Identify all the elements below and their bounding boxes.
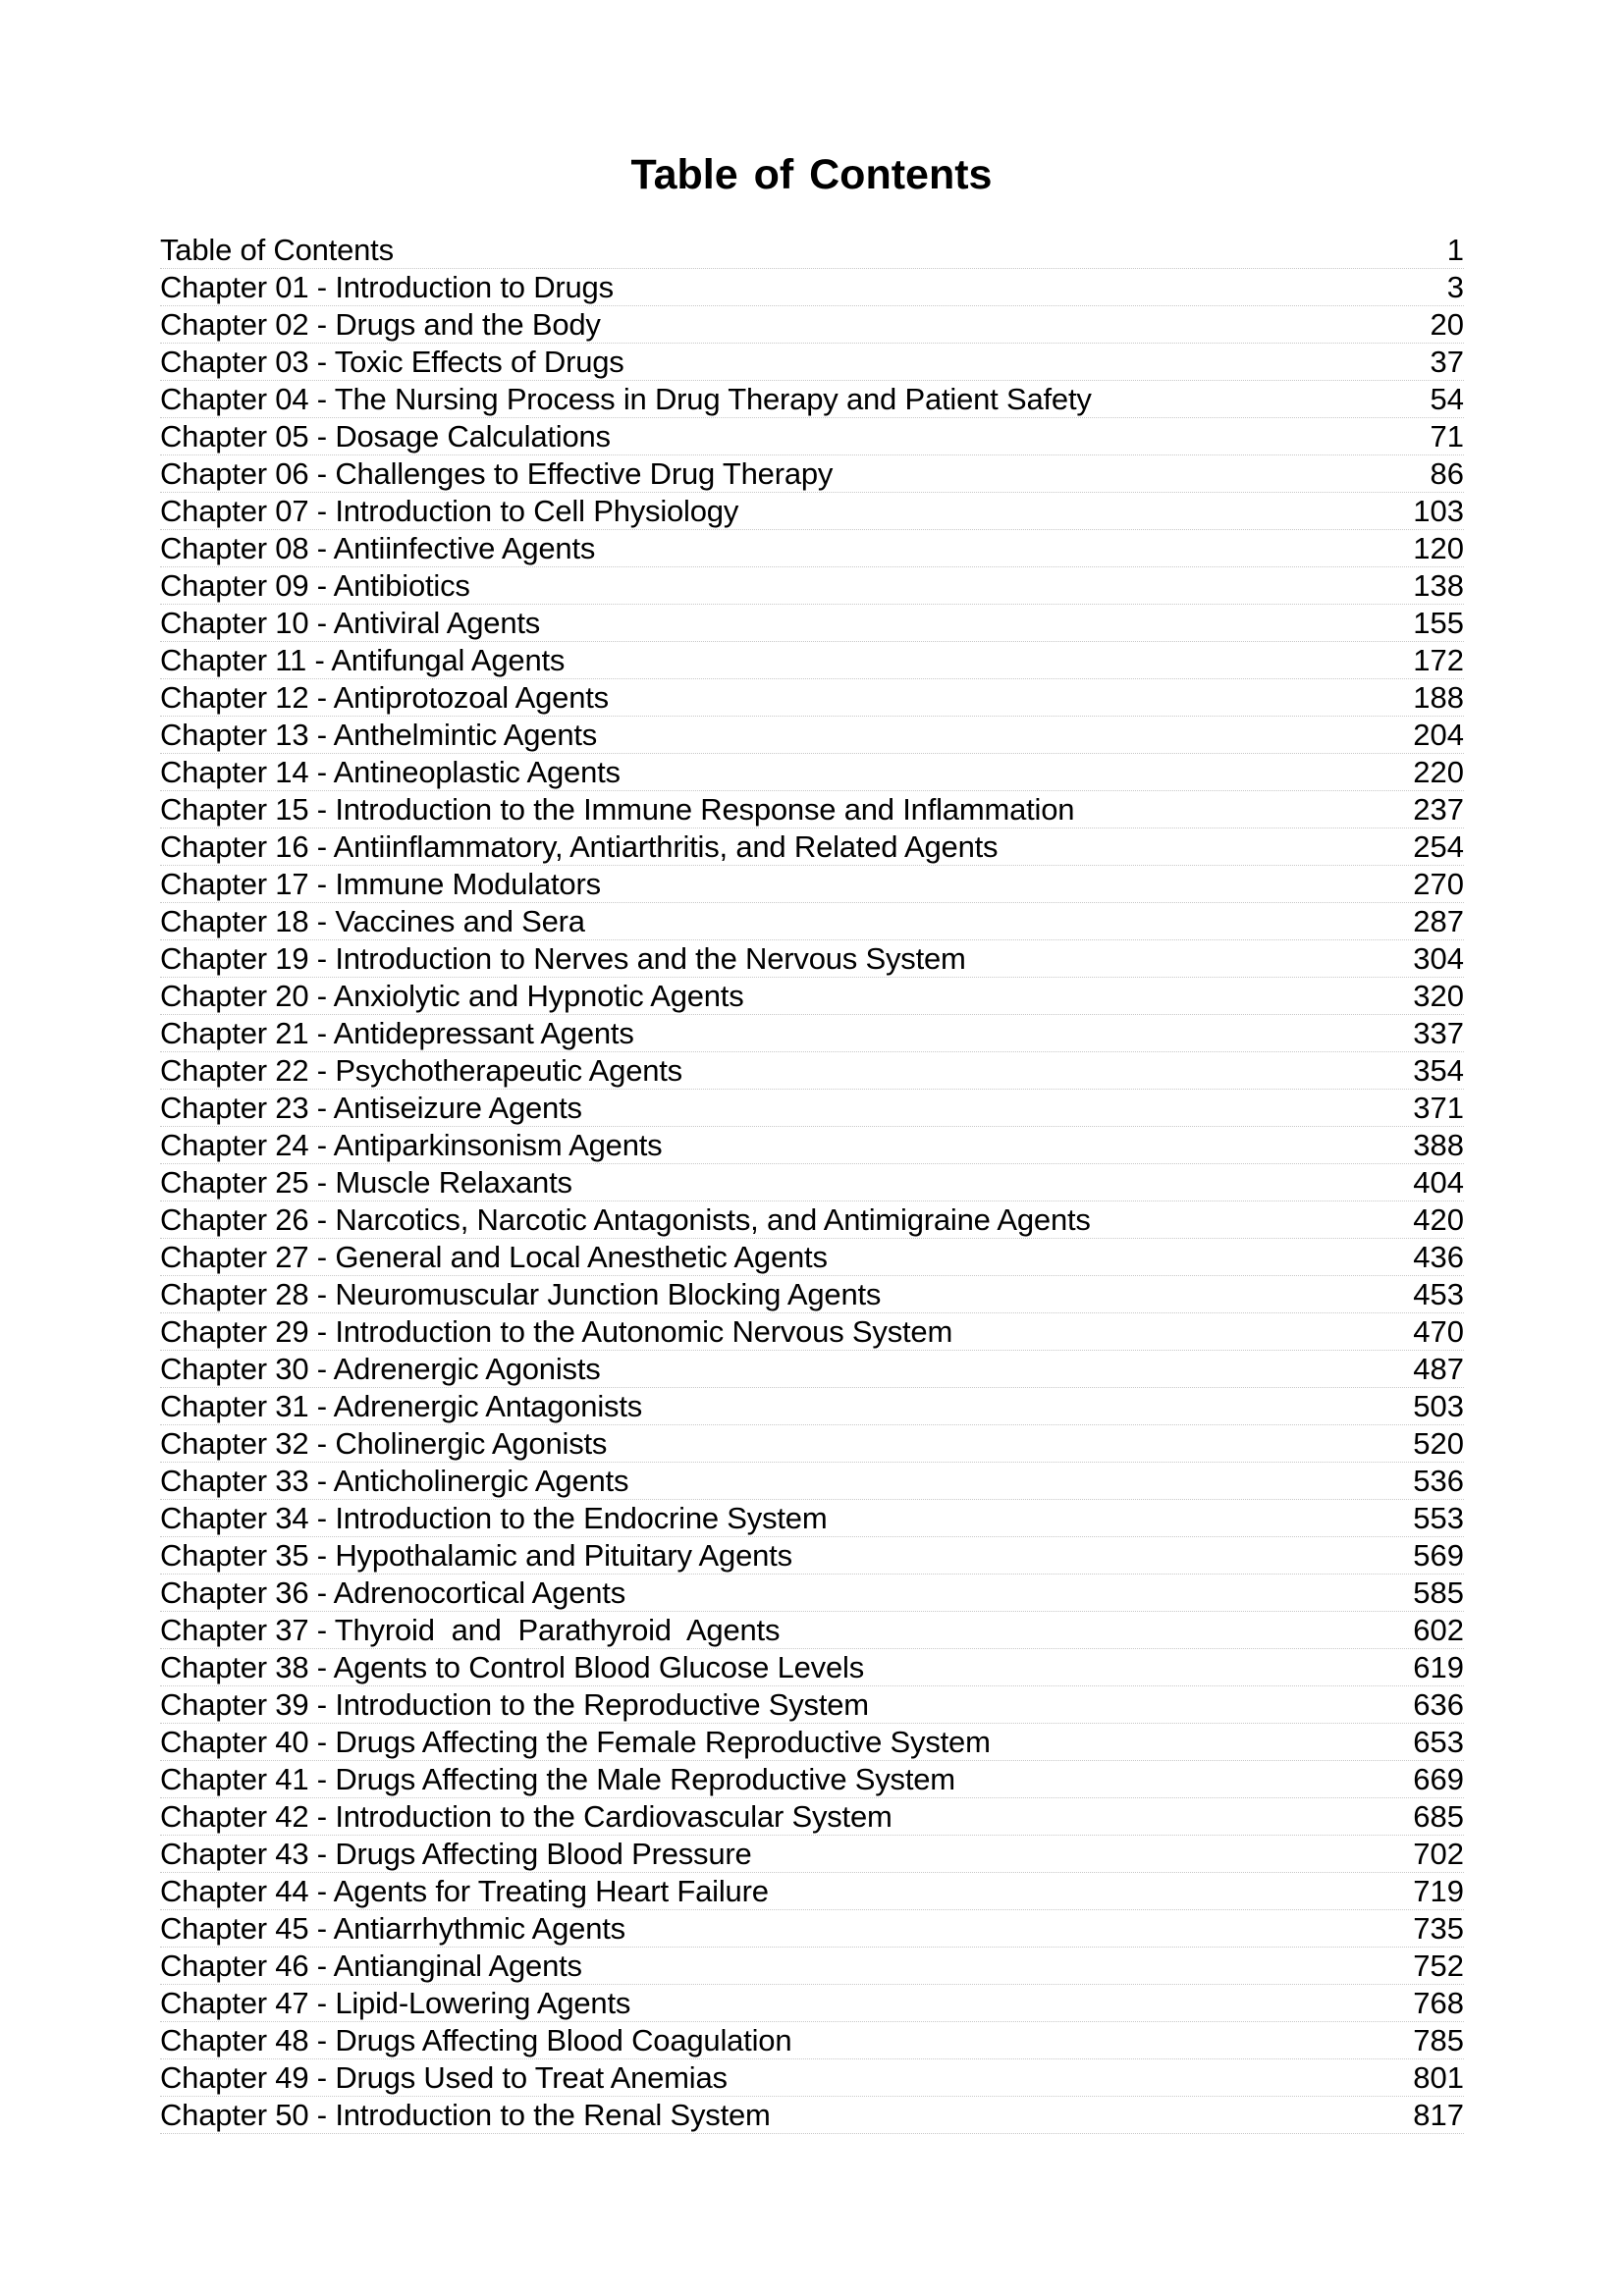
toc-list: [160, 232, 1464, 2134]
toc-entry-page-number: 420: [1413, 1202, 1464, 1237]
toc-entry[interactable]: [160, 232, 1464, 269]
toc-entry-title[interactable]: Chapter 35 - Hypothalamic and Pituitary Agents: [160, 1538, 792, 1573]
toc-entry-title[interactable]: Chapter 32 - Cholinergic Agonists: [160, 1426, 608, 1461]
toc-entry-page-number: 204: [1413, 718, 1464, 752]
toc-entry-page-number: 254: [1413, 829, 1464, 864]
toc-entry[interactable]: [160, 978, 1464, 1015]
toc-entry-title[interactable]: Chapter 43 - Drugs Affecting Blood Pressure: [160, 1837, 752, 1871]
toc-entry-title[interactable]: Chapter 45 - Antiarrhythmic Agents: [160, 1911, 625, 1946]
toc-entry-page-number: 785: [1413, 2023, 1464, 2057]
toc-entry[interactable]: [160, 866, 1464, 903]
toc-entry[interactable]: [160, 1575, 1464, 1612]
toc-entry-page-number: 636: [1413, 1687, 1464, 1722]
toc-entry-page-number: 287: [1413, 904, 1464, 938]
toc-entry-title[interactable]: Chapter 10 - Antiviral Agents: [160, 606, 541, 640]
toc-entry[interactable]: [160, 791, 1464, 828]
toc-entry-title[interactable]: Chapter 26 - Narcotics, Narcotic Antagonists, and Antimigraine Agents: [160, 1202, 1091, 1237]
toc-entry[interactable]: [160, 1388, 1464, 1425]
toc-entry-title[interactable]: Chapter 33 - Anticholinergic Agents: [160, 1464, 629, 1498]
toc-entry[interactable]: [160, 1463, 1464, 1500]
toc-entry-title[interactable]: Chapter 47 - Lipid-Lowering Agents: [160, 1986, 631, 2020]
toc-entry-page-number: 138: [1413, 568, 1464, 603]
toc-entry-page-number: 653: [1413, 1725, 1464, 1759]
toc-entry[interactable]: [160, 1612, 1464, 1649]
toc-entry-title[interactable]: Chapter 24 - Antiparkinsonism Agents: [160, 1128, 663, 1162]
toc-entry-page-number: 3: [1446, 270, 1464, 304]
toc-entry-title[interactable]: Chapter 03 - Toxic Effects of Drugs: [160, 345, 624, 379]
toc-entry-title[interactable]: Chapter 25 - Muscle Relaxants: [160, 1165, 572, 1200]
toc-entry-page-number: 270: [1413, 867, 1464, 901]
toc-entry[interactable]: [160, 269, 1464, 306]
toc-entry-page-number: 503: [1413, 1389, 1464, 1423]
toc-entry[interactable]: [160, 1649, 1464, 1686]
toc-entry[interactable]: [160, 344, 1464, 381]
toc-entry-title[interactable]: Chapter 39 - Introduction to the Reproductive System: [160, 1687, 869, 1722]
toc-entry-page-number: 37: [1430, 345, 1464, 379]
toc-entry-title[interactable]: Chapter 13 - Anthelmintic Agents: [160, 718, 598, 752]
toc-entry[interactable]: [160, 2059, 1464, 2097]
toc-entry-title[interactable]: Chapter 08 - Antiinfective Agents: [160, 531, 596, 565]
toc-entry-title[interactable]: Chapter 36 - Adrenocortical Agents: [160, 1575, 625, 1610]
toc-entry-title[interactable]: Chapter 40 - Drugs Affecting the Female Reproductive System: [160, 1725, 991, 1759]
toc-entry-title[interactable]: Chapter 09 - Antibiotics: [160, 568, 470, 603]
toc-entry-title[interactable]: Chapter 18 - Vaccines and Sera: [160, 904, 585, 938]
toc-entry-page-number: 817: [1413, 2098, 1464, 2132]
toc-entry[interactable]: [160, 1948, 1464, 1985]
toc-entry[interactable]: [160, 493, 1464, 530]
toc-entry-title[interactable]: Chapter 34 - Introduction to the Endocrine System: [160, 1501, 828, 1535]
toc-entry-title[interactable]: Chapter 17 - Immune Modulators: [160, 867, 601, 901]
toc-entry-page-number: 669: [1413, 1762, 1464, 1796]
toc-entry[interactable]: [160, 455, 1464, 493]
toc-entry[interactable]: [160, 567, 1464, 605]
toc-entry[interactable]: [160, 1127, 1464, 1164]
toc-entry-title[interactable]: Chapter 16 - Antiinflammatory, Antiarthritis, and Related Agents: [160, 829, 999, 864]
toc-entry[interactable]: [160, 1724, 1464, 1761]
toc-entry-title[interactable]: Chapter 31 - Adrenergic Antagonists: [160, 1389, 643, 1423]
toc-entry-page-number: 354: [1413, 1053, 1464, 1088]
toc-entry-title[interactable]: Chapter 02 - Drugs and the Body: [160, 307, 601, 342]
toc-entry-title[interactable]: Chapter 19 - Introduction to Nerves and the Nervous System: [160, 941, 966, 976]
toc-entry-title[interactable]: Chapter 23 - Antiseizure Agents: [160, 1091, 582, 1125]
toc-entry-title[interactable]: Chapter 07 - Introduction to Cell Physiology: [160, 494, 739, 528]
toc-entry-page-number: 719: [1413, 1874, 1464, 1908]
toc-entry[interactable]: [160, 754, 1464, 791]
toc-entry-title[interactable]: Chapter 11 - Antifungal Agents: [160, 643, 566, 677]
toc-entry-title[interactable]: Chapter 12 - Antiprotozoal Agents: [160, 680, 609, 715]
toc-entry-page-number: 188: [1413, 680, 1464, 715]
toc-entry[interactable]: [160, 1313, 1464, 1351]
toc-entry[interactable]: [160, 1537, 1464, 1575]
toc-entry[interactable]: [160, 1239, 1464, 1276]
toc-entry[interactable]: [160, 1836, 1464, 1873]
toc-entry[interactable]: [160, 530, 1464, 567]
toc-entry[interactable]: [160, 1351, 1464, 1388]
toc-entry[interactable]: [160, 679, 1464, 717]
toc-entry[interactable]: [160, 903, 1464, 940]
toc-entry-title[interactable]: Chapter 46 - Antianginal Agents: [160, 1949, 582, 1983]
toc-entry-title[interactable]: Chapter 49 - Drugs Used to Treat Anemias: [160, 2060, 728, 2095]
toc-entry-page-number: 155: [1413, 606, 1464, 640]
toc-entry[interactable]: [160, 381, 1464, 418]
toc-entry[interactable]: [160, 1425, 1464, 1463]
toc-entry-page-number: 685: [1413, 1799, 1464, 1834]
toc-entry-title[interactable]: Chapter 14 - Antineoplastic Agents: [160, 755, 621, 789]
toc-entry[interactable]: [160, 2097, 1464, 2134]
toc-entry[interactable]: [160, 1015, 1464, 1052]
toc-entry[interactable]: [160, 1276, 1464, 1313]
toc-entry-page-number: 103: [1413, 494, 1464, 528]
toc-entry-title[interactable]: Chapter 04 - The Nursing Process in Drug Therapy and Patient Safety: [160, 382, 1092, 416]
toc-entry-page-number: 220: [1413, 755, 1464, 789]
toc-entry[interactable]: [160, 642, 1464, 679]
toc-entry-title[interactable]: Chapter 30 - Adrenergic Agonists: [160, 1352, 601, 1386]
toc-entry[interactable]: [160, 418, 1464, 455]
toc-entry[interactable]: [160, 1164, 1464, 1201]
toc-entry-title[interactable]: Chapter 20 - Anxiolytic and Hypnotic Agents: [160, 979, 744, 1013]
toc-entry-page-number: 320: [1413, 979, 1464, 1013]
toc-entry-title[interactable]: Chapter 21 - Antidepressant Agents: [160, 1016, 634, 1050]
toc-entry-title[interactable]: Chapter 38 - Agents to Control Blood Glucose Levels: [160, 1650, 864, 1684]
toc-entry-page-number: 388: [1413, 1128, 1464, 1162]
toc-entry-page-number: 470: [1413, 1314, 1464, 1349]
toc-entry-page-number: 1: [1446, 233, 1464, 267]
toc-entry[interactable]: [160, 1090, 1464, 1127]
toc-entry-page-number: 371: [1413, 1091, 1464, 1125]
toc-entry-title[interactable]: Chapter 44 - Agents for Treating Heart Failure: [160, 1874, 769, 1908]
toc-entry[interactable]: [160, 1910, 1464, 1948]
toc-entry-page-number: 702: [1413, 1837, 1464, 1871]
toc-entry-title[interactable]: Chapter 01 - Introduction to Drugs: [160, 270, 614, 304]
toc-entry-title[interactable]: Chapter 05 - Dosage Calculations: [160, 419, 611, 454]
toc-entry[interactable]: [160, 1686, 1464, 1724]
toc-entry-page-number: 86: [1430, 456, 1464, 491]
toc-entry[interactable]: [160, 1798, 1464, 1836]
toc-entry-page-number: 237: [1413, 792, 1464, 827]
toc-entry-page-number: 71: [1430, 419, 1464, 454]
toc-entry-page-number: 520: [1413, 1426, 1464, 1461]
toc-entry-title[interactable]: Chapter 28 - Neuromuscular Junction Blocking Agents: [160, 1277, 882, 1311]
toc-entry-page-number: 619: [1413, 1650, 1464, 1684]
toc-entry-title[interactable]: Chapter 22 - Psychotherapeutic Agents: [160, 1053, 682, 1088]
toc-entry-page-number: 436: [1413, 1240, 1464, 1274]
toc-entry-title[interactable]: Chapter 06 - Challenges to Effective Drug Therapy: [160, 456, 834, 491]
toc-entry-title[interactable]: Chapter 41 - Drugs Affecting the Male Reproductive System: [160, 1762, 955, 1796]
toc-entry-title[interactable]: Chapter 42 - Introduction to the Cardiovascular System: [160, 1799, 893, 1834]
toc-entry[interactable]: [160, 2022, 1464, 2059]
toc-entry[interactable]: [160, 1761, 1464, 1798]
toc-entry-page-number: 172: [1413, 643, 1464, 677]
toc-entry[interactable]: [160, 306, 1464, 344]
toc-entry[interactable]: [160, 717, 1464, 754]
toc-entry-page-number: 54: [1430, 382, 1464, 416]
page-title: Table of Contents: [630, 151, 993, 198]
toc-entry-title[interactable]: Chapter 37 - Thyroid and Parathyroid Agents: [160, 1613, 781, 1647]
toc-entry-title[interactable]: Chapter 29 - Introduction to the Autonomic Nervous System: [160, 1314, 953, 1349]
toc-entry[interactable]: [160, 1500, 1464, 1537]
toc-entry-page-number: 120: [1413, 531, 1464, 565]
toc-entry-page-number: 536: [1413, 1464, 1464, 1498]
toc-entry[interactable]: [160, 1985, 1464, 2022]
toc-entry[interactable]: [160, 1201, 1464, 1239]
toc-entry-page-number: 487: [1413, 1352, 1464, 1386]
toc-entry-title[interactable]: Chapter 15 - Introduction to the Immune Response and Inflammation: [160, 792, 1075, 827]
toc-entry-page-number: 569: [1413, 1538, 1464, 1573]
toc-entry-title[interactable]: Chapter 48 - Drugs Affecting Blood Coagulation: [160, 2023, 792, 2057]
toc-entry-page-number: 735: [1413, 1911, 1464, 1946]
toc-entry[interactable]: [160, 1052, 1464, 1090]
toc-entry-title[interactable]: Table of Contents: [160, 233, 394, 267]
toc-entry-page-number: 404: [1413, 1165, 1464, 1200]
toc-entry-page-number: 585: [1413, 1575, 1464, 1610]
toc-entry-title[interactable]: Chapter 27 - General and Local Anesthetic Agents: [160, 1240, 828, 1274]
toc-entry-page-number: 304: [1413, 941, 1464, 976]
toc-entry-page-number: 752: [1413, 1949, 1464, 1983]
toc-entry-page-number: 801: [1413, 2060, 1464, 2095]
toc-entry[interactable]: [160, 940, 1464, 978]
toc-entry-page-number: 20: [1430, 307, 1464, 342]
toc-entry-page-number: 453: [1413, 1277, 1464, 1311]
toc-entry-page-number: 337: [1413, 1016, 1464, 1050]
toc-entry[interactable]: [160, 1873, 1464, 1910]
toc-entry[interactable]: [160, 828, 1464, 866]
toc-entry[interactable]: [160, 605, 1464, 642]
toc-entry-page-number: 768: [1413, 1986, 1464, 2020]
toc-entry-page-number: 553: [1413, 1501, 1464, 1535]
toc-entry-page-number: 602: [1413, 1613, 1464, 1647]
toc-entry-title[interactable]: Chapter 50 - Introduction to the Renal System: [160, 2098, 771, 2132]
